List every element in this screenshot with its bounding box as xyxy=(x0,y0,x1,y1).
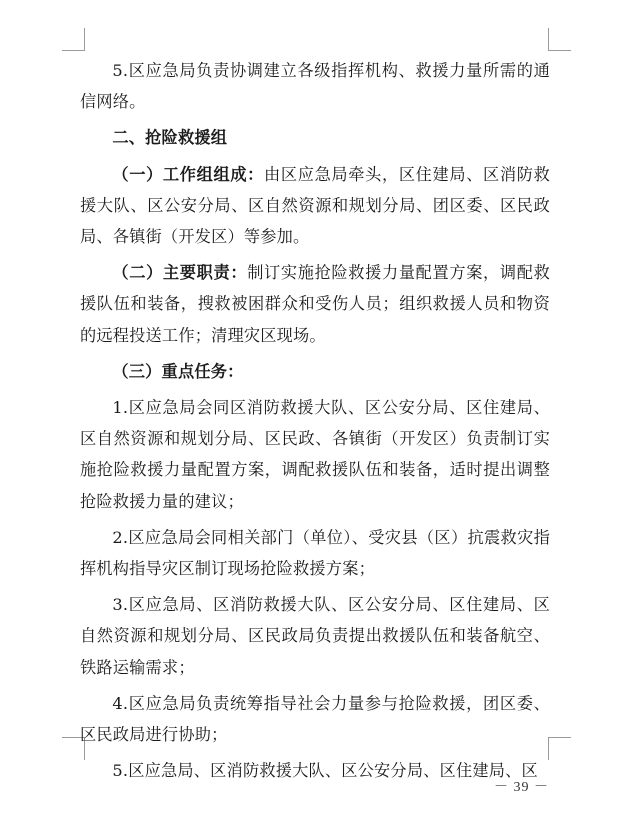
subheading-composition: （一）工作组组成： xyxy=(112,164,265,184)
crop-mark-bottom-right xyxy=(548,737,571,760)
task-item-2 xyxy=(80,522,550,584)
crop-mark-top-left xyxy=(62,28,85,51)
paragraph-key-tasks-heading xyxy=(80,356,550,387)
paragraph-text: 4.区应急局负责统筹指导社会力量参与抢险救援，团区委、区民政局进行协助； xyxy=(80,693,550,745)
section-heading-rescue-group xyxy=(80,122,550,153)
paragraph-composition xyxy=(80,159,550,253)
paragraph-text: 由区应急局牵头，区住建局、区消防救援大队、区公安分局、区自然资源和规划分局、团区委、区民政局、各镇街（开发区）等参加。 xyxy=(80,164,550,247)
task-item-3 xyxy=(80,589,550,683)
task-item-5 xyxy=(80,755,550,786)
paragraph-network xyxy=(80,55,550,117)
paragraph-text: 2.区应急局会同相关部门（单位）、受灾县（区）抗震救灾指挥机构指导灾区制订现场抢险救援方案； xyxy=(80,527,550,579)
section-heading: 二、抢险救援组 xyxy=(112,128,228,148)
subheading-duties: （二）主要职责： xyxy=(112,263,248,283)
paragraph-duties xyxy=(80,257,550,351)
task-item-1 xyxy=(80,392,550,517)
paragraph-text: 制订实施抢险救援力量配置方案，调配救援队伍和装备，搜救被困群众和受伤人员；组织救援人员和物资的远程投送工作；清理灾区现场。 xyxy=(80,263,550,345)
paragraph-text: 1.区应急局会同区消防救援大队、区公安分局、区住建局、区自然资源和规划分局、区民政、各镇街（开发区）负责制订实施抢险救援力量配置方案，调配救援队伍和装备，适时提出调整抢险救援力量的建议； xyxy=(80,398,550,511)
subheading-key-tasks: （三）重点任务： xyxy=(112,361,244,381)
crop-mark-top-right xyxy=(548,28,571,51)
page-number: － 39 － xyxy=(494,780,549,795)
document-body xyxy=(80,55,550,786)
paragraph-text: 3.区应急局、区消防救援大队、区公安分局、区住建局、区自然资源和规划分局、区民政局负责提出救援队伍和装备航空、铁路运输需求； xyxy=(80,595,550,677)
task-item-4 xyxy=(80,688,550,750)
paragraph-text: 5.区应急局负责协调建立各级指挥机构、救援力量所需的通信网络。 xyxy=(80,61,550,112)
paragraph-text: 5.区应急局、区消防救援大队、区公安分局、区住建局、区 xyxy=(112,761,538,781)
